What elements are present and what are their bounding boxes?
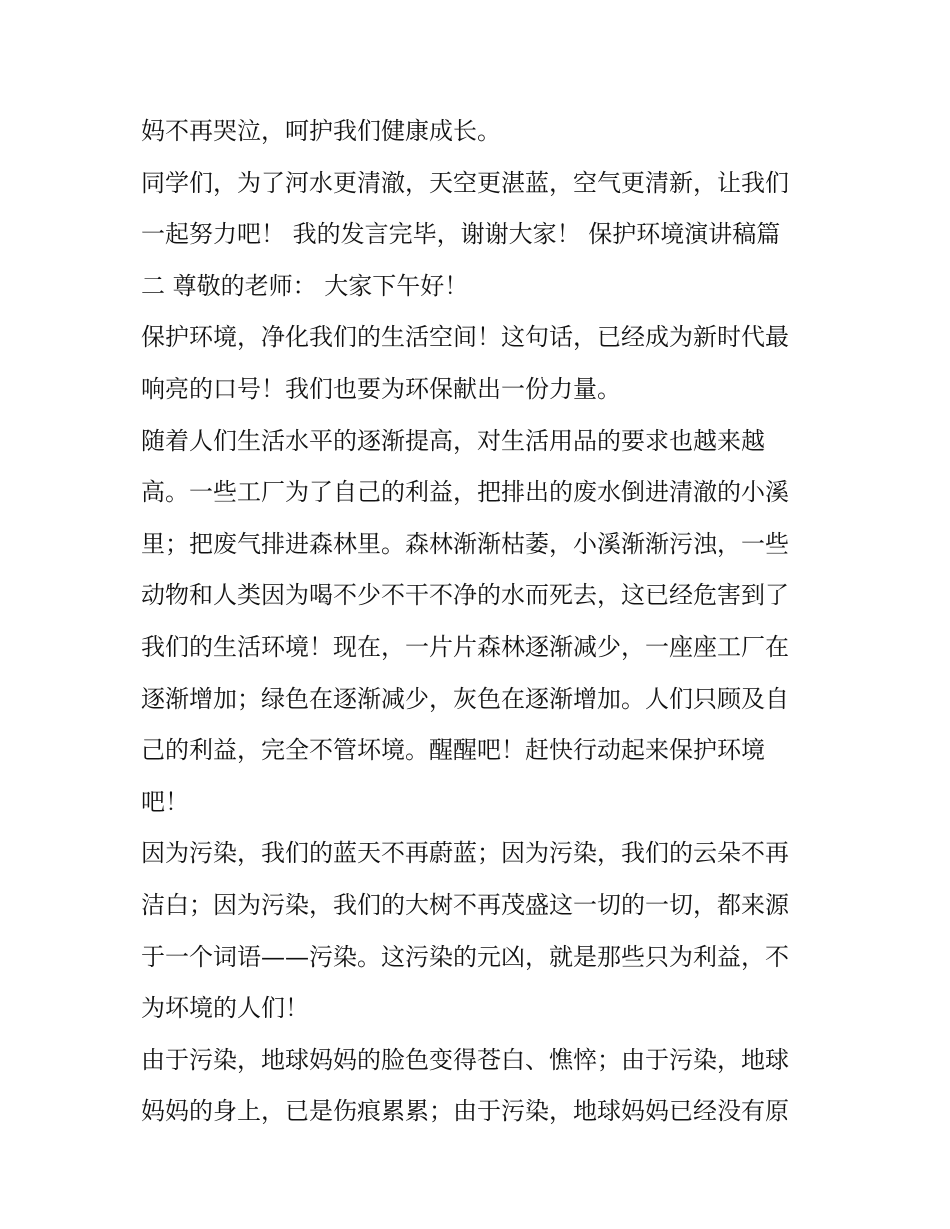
text-line: 二 尊敬的老师： 大家下午好！ (141, 271, 469, 300)
text-line: 同学们，为了河水更清澈，天空更湛蓝，空气更清新，让我们 (141, 168, 789, 197)
text-line: 高。一些工厂为了自己的利益，把排出的废水倒进清澈的小溪 (141, 478, 789, 507)
text-line: 己的利益，完全不管坏境。醒醒吧！赶快行动起来保护环境 (141, 736, 765, 765)
text-line: 动物和人类因为喝不少不干不净的水而死去，这已经危害到了 (141, 581, 789, 610)
text-line: 随着人们生活水平的逐渐提高，对生活用品的要求也越来越 (141, 426, 765, 455)
body-text (141, 106, 821, 1138)
text-line: 吧！ (141, 787, 189, 816)
text-line: 我们的生活环境！现在，一片片森林逐渐减少，一座座工厂在 (141, 632, 789, 661)
text-line: 一起努力吧！ 我的发言完毕，谢谢大家！ 保护环境演讲稿篇 (141, 220, 781, 249)
text-line: 洁白；因为污染，我们的大树不再茂盛这一切的一切，都来源 (141, 890, 789, 919)
text-line: 响亮的口号！我们也要为环保献出一份力量。 (141, 374, 621, 403)
text-line: 由于污染，地球妈妈的脸色变得苍白、憔悴；由于污染，地球 (141, 1045, 789, 1074)
text-line: 里；把废气排进森林里。森林渐渐枯萎，小溪渐渐污浊，一些 (141, 529, 789, 558)
text-line: 逐渐增加；绿色在逐渐减少，灰色在逐渐增加。人们只顾及自 (141, 684, 789, 713)
text-line: 为坏境的人们！ (141, 994, 309, 1023)
text-line: 因为污染，我们的蓝天不再蔚蓝；因为污染，我们的云朵不再 (141, 839, 789, 868)
text-line: 于一个词语——污染。这污染的元凶，就是那些只为利益，不 (141, 942, 789, 971)
text-line: 妈妈的身上，已是伤痕累累；由于污染，地球妈妈已经没有原 (141, 1097, 789, 1126)
text-line: 保护环境，净化我们的生活空间！这句话，已经成为新时代最 (141, 323, 789, 352)
text-line: 妈不再哭泣，呵护我们健康成长。 (141, 117, 501, 145)
